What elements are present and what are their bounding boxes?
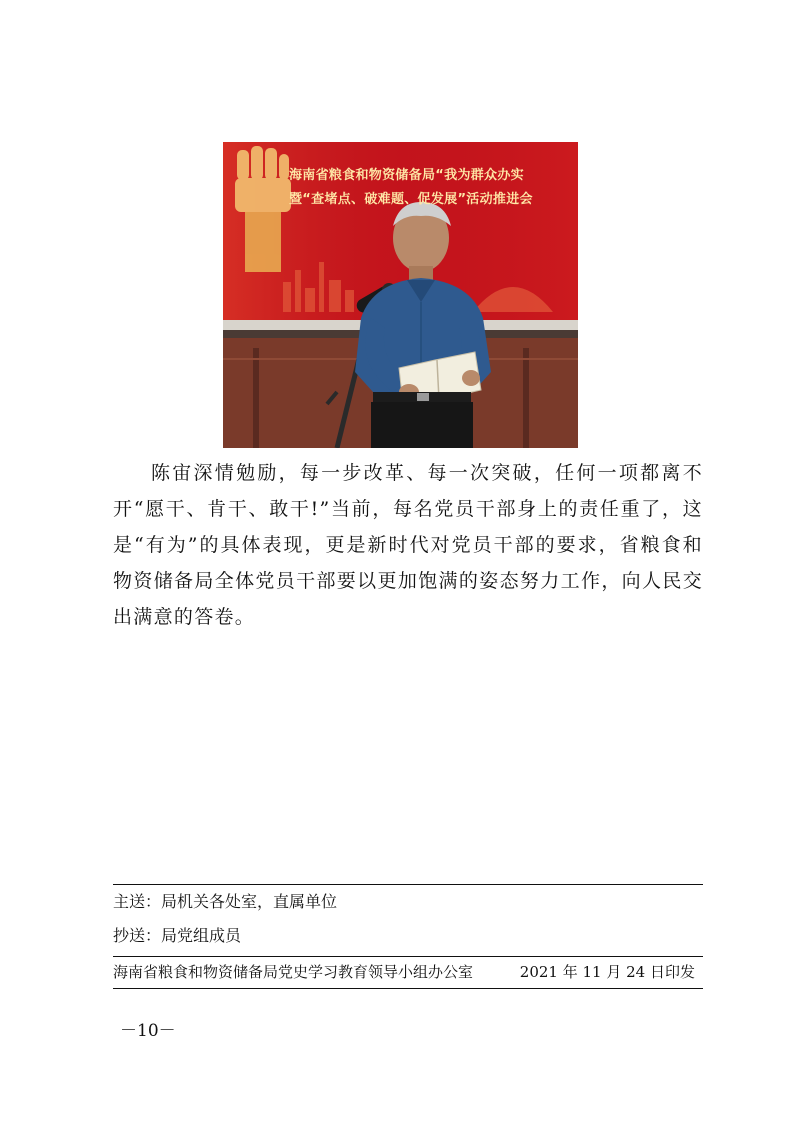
speaker-photo (223, 142, 578, 448)
footer-top-rule (113, 884, 703, 885)
banner-title-line1: 海南省粮食和物资储备局“我为群众办实 (289, 168, 524, 183)
issuing-office: 海南省粮食和物资储备局党史学习教育领导小组办公室 (113, 963, 474, 981)
footer-middle-rule (113, 956, 703, 957)
issue-date: 2021 年 11 月 24 日印发 (519, 963, 695, 981)
banner-title-line2: 暨“查堵点、破难题、促发展”活动推进会 (289, 192, 533, 207)
body-paragraph: 陈宙深情勉励，每一步改革、每一次突破，任何一项都离不开“愿干、肯干、敢干!”当前，每名党员干部身上的责任重了，这是“有为”的具体表现，更是新时代对党员干部的要求，省粮食和物资储备局全体党员干部要以更加饱满的姿态努力工作，向人民交出满意的答卷。 (113, 462, 703, 628)
cc-recipients: 抄送：局党组成员 (113, 926, 242, 945)
main-recipients: 主送：局机关各处室，直属单位 (113, 892, 338, 911)
page-number: －10－ (120, 1021, 176, 1041)
footer-bottom-rule (113, 988, 703, 989)
